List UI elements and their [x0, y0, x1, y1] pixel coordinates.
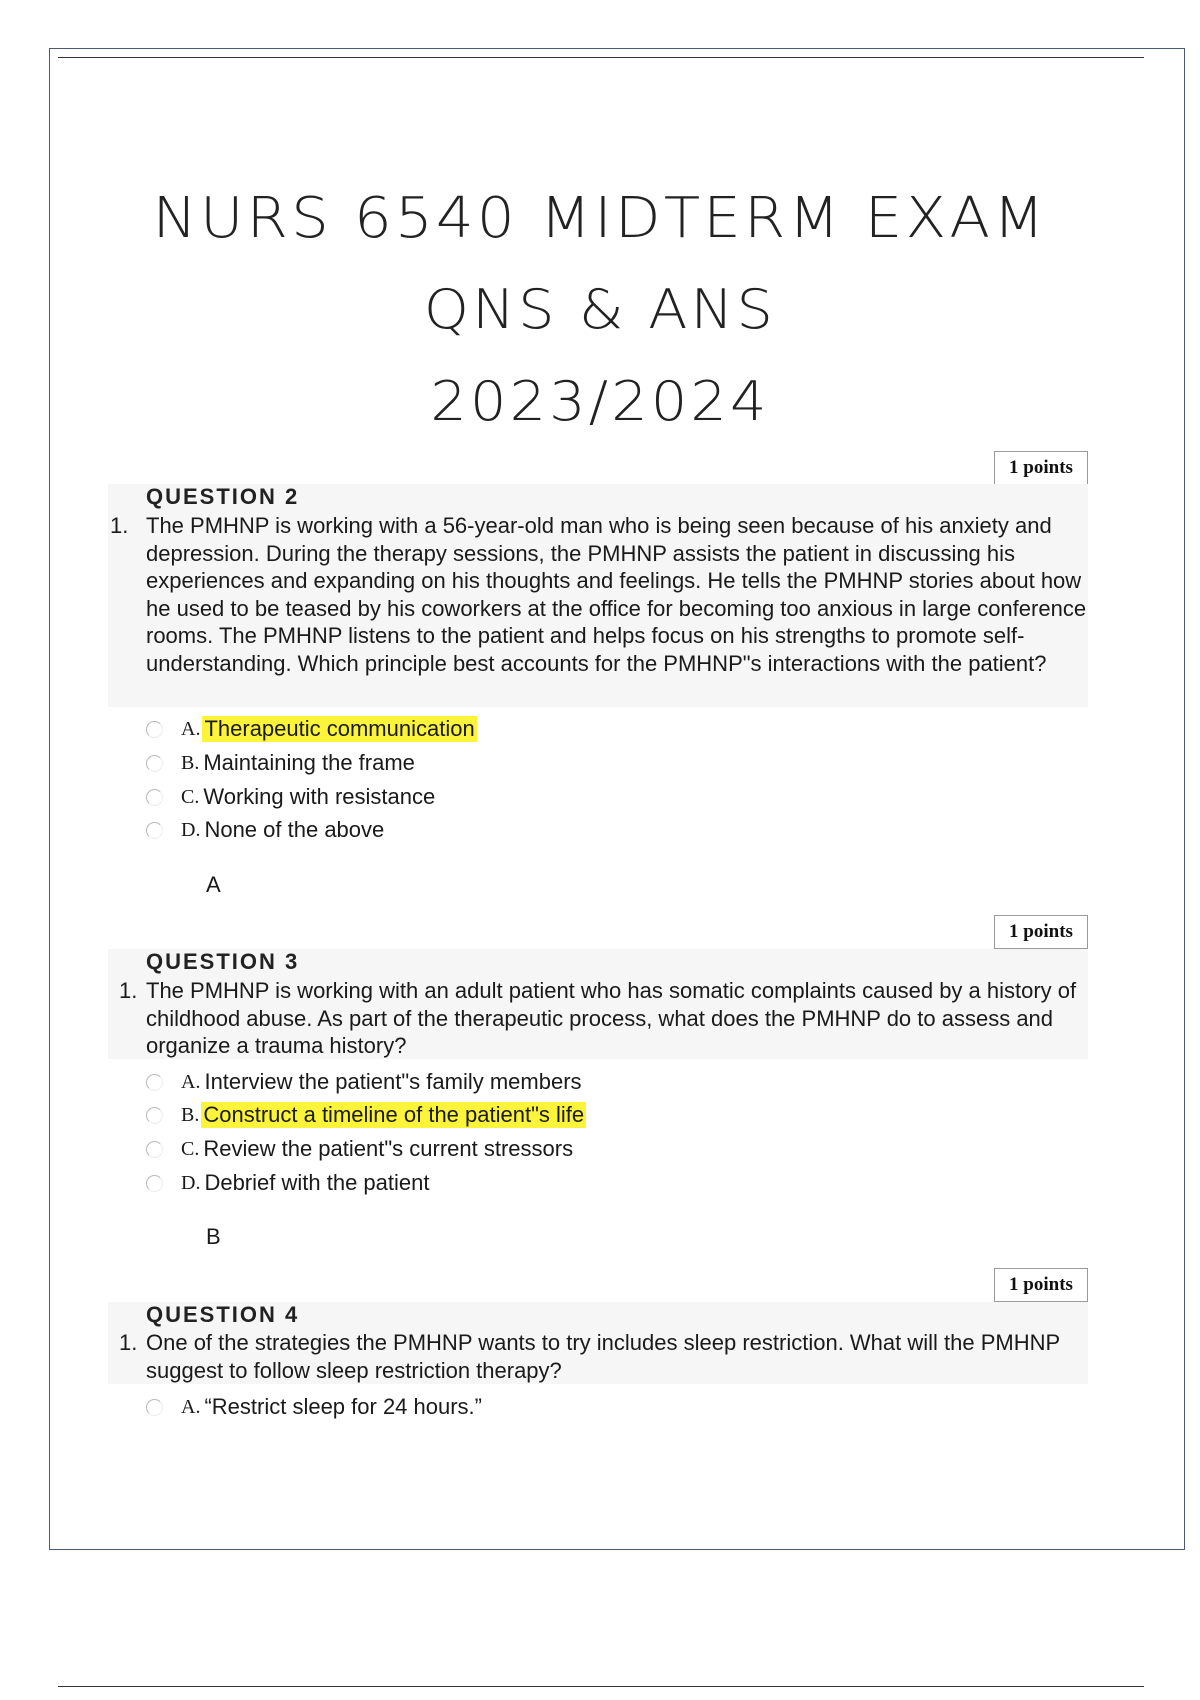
option-d[interactable] [146, 1168, 431, 1198]
option-text: Construct a timeline of the patient"s life [203, 1102, 585, 1127]
option-text: Therapeutic communication [204, 716, 475, 741]
title-line-1: NURS 6540 MIDTERM EXAM [152, 186, 1048, 251]
option-d[interactable] [146, 815, 386, 845]
question-label: QUESTION 4 [146, 1302, 300, 1327]
radio-button-icon[interactable] [146, 1399, 163, 1416]
radio-button-icon[interactable] [146, 1141, 163, 1158]
title-line-3: 2023/2024 [430, 370, 770, 433]
option-text: Working with resistance [203, 784, 436, 809]
question-text [110, 977, 1090, 1060]
points-badge: 1 points [994, 915, 1088, 949]
points-badge: 1 points [994, 451, 1088, 485]
option-letter: C. [181, 785, 200, 808]
question-label: QUESTION 3 [146, 949, 300, 974]
question-body: The PMHNP is working with an adult patient who has somatic complaints caused by a history of childhood abuse. As part of the therapeutic process, what does the PMHNP do to assess and organize a trauma history? [146, 978, 1077, 1058]
option-letter: A. [181, 717, 201, 740]
points-badge: 1 points [994, 1268, 1088, 1302]
option-letter: D. [181, 1171, 201, 1194]
option-letter: B. [181, 751, 200, 774]
radio-button-icon[interactable] [146, 1175, 163, 1192]
option-letter: A. [181, 1070, 201, 1093]
option-text: Review the patient"s current stressors [203, 1136, 574, 1161]
option-text: “Restrict sleep for 24 hours.” [204, 1394, 482, 1419]
option-c[interactable] [146, 1134, 575, 1164]
option-text: Interview the patient"s family members [204, 1069, 582, 1094]
option-c[interactable] [146, 782, 437, 812]
question-body: One of the strategies the PMHNP wants to try includes sleep restriction. What will the PMHNP suggest to follow sleep restriction therapy? [146, 1330, 1060, 1383]
option-a[interactable] [146, 714, 477, 744]
question-text [110, 512, 1090, 677]
answer-key: A [206, 872, 221, 897]
option-letter: A. [181, 1395, 201, 1418]
option-text: Debrief with the patient [204, 1170, 430, 1195]
option-letter: B. [181, 1103, 200, 1126]
radio-button-icon[interactable] [146, 755, 163, 772]
option-b[interactable] [146, 1100, 586, 1130]
title-line-2: QNS & ANS [423, 278, 777, 341]
option-text: Maintaining the frame [203, 750, 415, 775]
radio-button-icon[interactable] [146, 1107, 163, 1124]
top-rule [58, 57, 1144, 58]
option-a[interactable] [146, 1067, 584, 1097]
option-text: None of the above [204, 817, 385, 842]
answer-key: B [206, 1224, 221, 1249]
question-label: QUESTION 2 [146, 484, 300, 509]
question-number: 1. [110, 513, 129, 538]
radio-button-icon[interactable] [146, 789, 163, 806]
radio-button-icon[interactable] [146, 1074, 163, 1091]
bottom-rule [58, 1686, 1144, 1687]
radio-button-icon[interactable] [146, 721, 163, 738]
option-letter: C. [181, 1137, 200, 1160]
question-body: The PMHNP is working with a 56-year-old man who is being seen because of his anxiety and depression. During the therapy sessions, the PMHNP assists the patient in discussing his experiences and expanding on his thoughts and feelings. He tells the PMHNP stories about how he used to be teased by his coworkers at the office for becoming too anxious in large conference rooms. The PMHNP listens to the patient and helps focus on his strengths to promote self-understanding. Which principle best accounts for the PMHNP"s interactions with the patient? [146, 513, 1087, 676]
question-text [110, 1329, 1100, 1384]
radio-button-icon[interactable] [146, 822, 163, 839]
option-b[interactable] [146, 748, 417, 778]
question-number: 1. [119, 1330, 138, 1355]
option-letter: D. [181, 818, 201, 841]
option-a[interactable] [146, 1392, 484, 1422]
question-number: 1. [119, 978, 138, 1003]
